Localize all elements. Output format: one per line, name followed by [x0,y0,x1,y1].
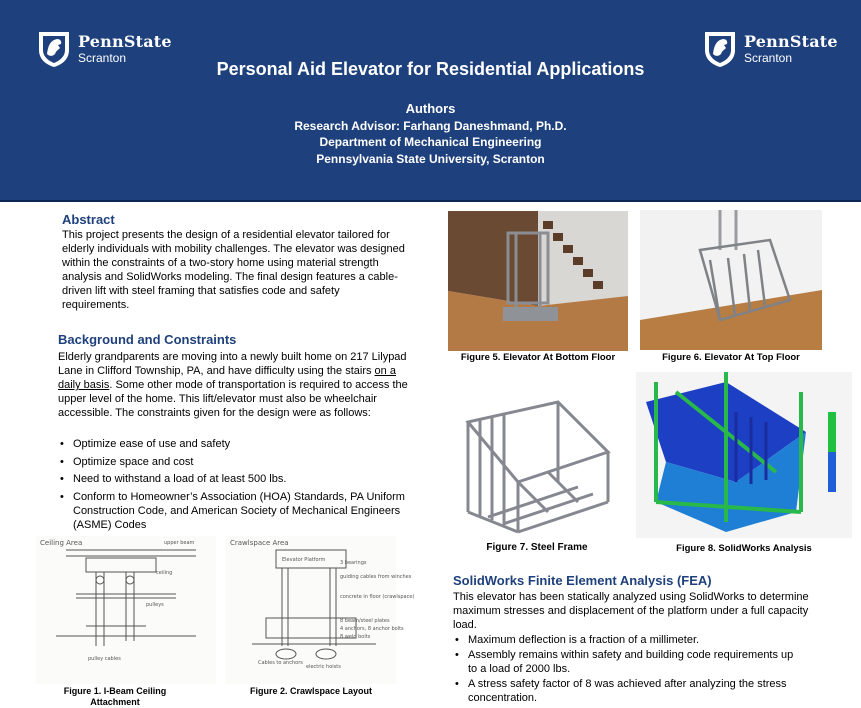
elevator-bottom-render [448,211,628,351]
fea-list [453,633,803,706]
fea-heading: SolidWorks Finite Element Analysis (FEA) [453,573,712,588]
logo-campus: Scranton [78,51,127,65]
sketch-label: Cables to anchors [258,660,303,666]
sketch-label: concrete in floor (crawlspace) [340,594,415,600]
sketch-label: Ceiling Area [40,539,83,547]
sketch-label: 8 weld bolts [340,634,371,640]
sketch-label: ceiling [156,570,173,576]
poster-header [0,0,861,202]
sketch-label: guiding cables from winches [340,574,412,580]
figure-2-crawlspace-sketch [226,536,415,684]
figure-6-caption: Figure 6. Elevator At Top Floor [662,352,800,363]
sketch-label: pulley cables [88,656,121,662]
figure-1-ibeam-sketch [36,536,216,684]
sketch-label: 4 anchors, 8 anchor bolts [340,626,404,632]
figure-5-elevator-bottom-floor [448,211,628,351]
authors-heading: Authors [405,101,456,116]
sketch-label: Elevator Platform [282,557,326,563]
university: Pennsylvania State University, Scranton [316,151,545,166]
list-item: • Need to withstand a load of at least 500 lbs. [58,472,418,486]
fea-render [636,372,852,538]
abstract-heading: Abstract [62,212,115,227]
sketch-label: 3 bearings [340,560,367,566]
list-item: • Conform to Homeowner’s Association (HOA) Standards, PA Uniform Construction Code, and American Society of Mechanical Engineers (ASME) Codes [58,490,418,532]
figure-6-elevator-top-floor [640,210,822,350]
figure-7-steel-frame [448,372,626,538]
sketch-label: electric hoists [306,664,341,670]
list-item: • Maximum deflection is a fraction of a millimeter. [453,633,803,647]
sketch-label: Crawlspace Area [230,539,289,547]
poster-title: Personal Aid Elevator for Residential Applications [216,59,645,79]
background-text-underlined: on a daily basis [58,365,396,391]
elevator-top-render [640,210,822,350]
list-item: • Optimize space and cost [58,455,418,469]
figure-7-caption: Figure 7. Steel Frame [486,542,588,553]
ibeam-sketch-drawing [36,536,216,684]
abstract-text: This project presents the design of a residential elevator tailored for elderly individuals with mobility challenges. The elevator was designed within the constraints of a two-story home using material strength analysis and SolidWorks modeling. The final design features a cable-driven lift with steel framing that satisfies code and safety requirements. [62,229,405,311]
background-text-part: . Some other mode of transportation is required to access the upper level of the home. This lift/elevator must also be wheelchair accessible. The constraints given for the design were as follows: [58,379,408,419]
authors-block [0,101,861,167]
logo-campus: Scranton [744,51,793,65]
logo-wordmark: PennState [744,32,838,51]
background-text-part: Elderly grandparents are moving into a newly built home on 217 Lilypad Lane in Clifford Township, PA, and have difficulty using the stairs [58,351,407,377]
steel-frame-render [448,372,626,538]
figure-1-caption: Figure 1. I-Beam Ceiling Attachment [63,686,167,707]
logo-wordmark: PennState [78,32,172,51]
figure-5-caption: Figure 5. Elevator At Bottom Floor [460,352,616,363]
list-item: • A stress safety factor of 8 was achieved after analyzing the stress concentration. [453,677,803,705]
sketch-label: 8 beam/steel plates [340,618,390,624]
list-item: • Assembly remains within safety and building code requirements up to a load of 2000 lbs. [453,648,803,676]
figure-8-caption: Figure 8. SolidWorks Analysis [676,543,812,554]
sketch-label: upper beam [164,540,195,546]
research-advisor: Research Advisor: Farhang Daneshmand, Ph.D. [294,118,567,133]
constraints-list [58,437,418,535]
sketch-label: pulleys [146,602,164,608]
fea-text: This elevator has been statically analyzed using SolidWorks to determine maximum stresses and displacement of the platform under a full capacity load. [453,591,809,631]
list-item: • Optimize ease of use and safety [58,437,418,451]
figure-8-solidworks-analysis [636,372,852,538]
crawlspace-sketch-drawing [226,536,415,684]
background-text [58,350,413,420]
background-heading: Background and Constraints [58,332,237,347]
figure-2-caption: Figure 2. Crawlspace Layout [249,686,373,696]
department: Department of Mechanical Engineering [319,135,542,149]
